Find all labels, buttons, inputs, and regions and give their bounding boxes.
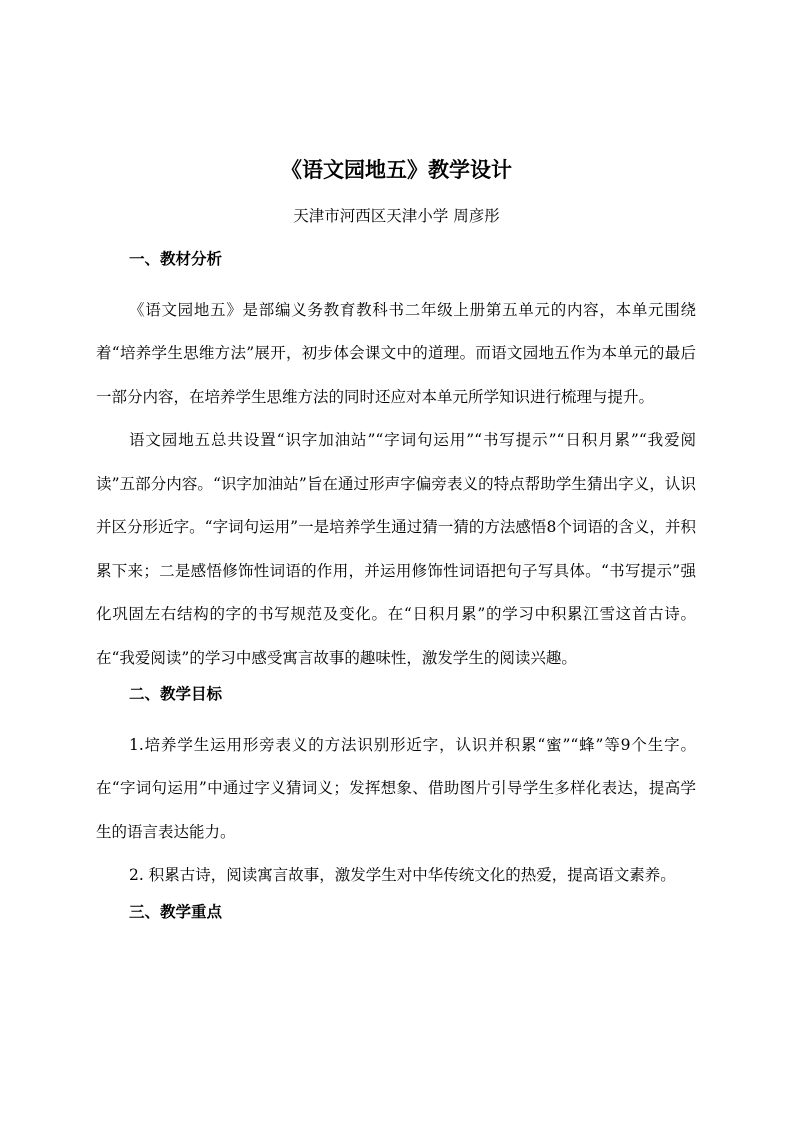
section-key-points [96,898,696,942]
section-heading: 三、教学重点 [129,902,223,921]
paragraph: 《语文园地五》是部编义务教育教科书二年级上册第五单元的内容，本单元围绕着“培养学生思维方法”展开，初步体会课文中的道理。而语文园地五作为本单元的最后一部分内容，在培养学生思维方法的同时还应对本单元所学知识进行梳理与提升。 [96,300,696,406]
document-title: 《语文园地五》教学设计 [281,158,512,182]
section-goals [96,680,696,898]
document-body [96,245,696,941]
section-analysis [96,245,696,680]
section-heading: 二、教学目标 [129,685,223,703]
paragraph: 1.培养学生运用形旁表义的方法识别形近字，认识并积累“蜜”“蜂”等9个生字。在“字词句运用”中通过字义猜词义；发挥想象、借助图片引导学生多样化表达，提高学生的语言表达能力。 [96,735,696,841]
document-author: 天津市河西区天津小学 周彦彤 [293,207,500,225]
paragraph: 2. 积累古诗，阅读寓言故事，激发学生对中华传统文化的热爱，提高语文素养。 [129,866,676,884]
paragraph: 语文园地五总共设置“识字加油站”“字词句运用”“书写提示”“日积月累”“我爱阅读”五部分内容。“识字加油站”旨在通过形声字偏旁表义的特点帮助学生猜出字义，认识并区分形近字。“字词句运用”一是培养学生通过猜一猜的方法感悟8个词语的含义，并积累下来；二是感悟修饰性词语的作用，并运用修饰性词语把句子写具体。“书写提示”强化巩固左右结构的字的书写规范及变化。在“日积月累”的学习中积累江雪这首古诗。在“我爱阅读”的学习中感受寓言故事的趣味性，激发学生的阅读兴趣。 [96,431,696,667]
section-heading: 一、教材分析 [129,250,223,268]
